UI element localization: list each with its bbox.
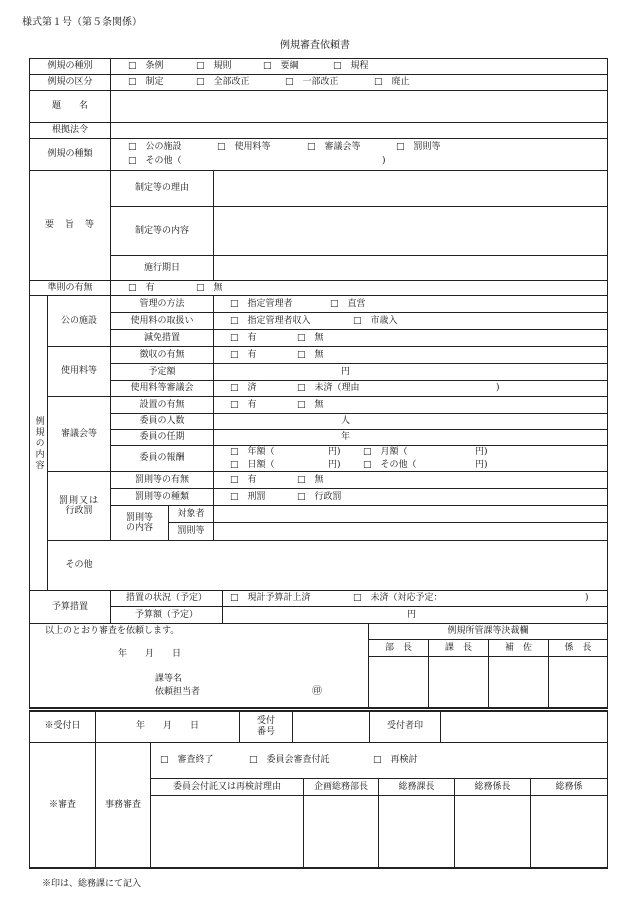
division-label: 例規の区分 <box>47 77 93 88</box>
division-option-enact[interactable]: □ 制定 <box>128 77 164 88</box>
request-date[interactable]: 年 月 日 <box>118 649 182 659</box>
receiver-stamp-label: 受付者印 <box>386 721 423 732</box>
review-opt-finished[interactable]: □ 審査終了 <box>160 754 214 765</box>
reception-date[interactable]: 年 月 日 <box>135 721 199 732</box>
fee-council-close: ) <box>496 383 500 394</box>
pay-monthly[interactable]: □ 月額（ <box>363 446 408 457</box>
basis-field[interactable] <box>111 123 607 138</box>
planned-amount-unit: 円 <box>341 366 351 377</box>
budget-amount-unit: 円 <box>407 609 417 620</box>
fee-council-pending[interactable]: □ 未済（理由 <box>297 383 360 394</box>
kind-option-rule[interactable]: □ 規則 <box>196 61 232 72</box>
standard-yes[interactable]: □ 有 <box>128 282 155 293</box>
penalty-kind-criminal[interactable]: □ 刑罰 <box>230 491 266 502</box>
penalty-label-1: 罰則又は <box>58 495 99 506</box>
other-label: その他 <box>65 560 93 571</box>
fee-handling-label: 使用料の取扱い <box>130 315 194 326</box>
penalty-kind-administrative[interactable]: □ 行政罰 <box>297 491 342 502</box>
term-label: 委員の任期 <box>139 432 185 443</box>
collect-no[interactable]: □ 無 <box>297 349 324 360</box>
basis-label: 根拠法令 <box>51 125 88 136</box>
pay-daily-yen: 円) <box>328 459 341 470</box>
receiver-stamp-field[interactable] <box>441 711 607 742</box>
fee-council-label: 使用料等審議会 <box>130 383 194 394</box>
penalty-exist-no[interactable]: □ 無 <box>297 474 324 485</box>
collect-label: 徴収の有無 <box>139 349 185 360</box>
pay-monthly-yen: 円) <box>475 446 488 457</box>
pay-yearly[interactable]: □ 年額（ <box>230 446 275 457</box>
reception-number-field[interactable] <box>293 711 369 742</box>
subject-field[interactable] <box>111 91 607 122</box>
budget-status-label: 措置の状況（予定） <box>125 593 207 604</box>
planned-amount-label: 予定額 <box>148 366 176 377</box>
footnote: ※印は、総務課にて記入 <box>42 879 142 889</box>
penalty-exist-label: 罰則等の有無 <box>134 474 189 485</box>
reduce-label: 減免措置 <box>143 332 180 343</box>
kind-option-regulation[interactable]: □ 規程 <box>333 61 369 72</box>
section-name-label: 課等名 <box>155 674 183 684</box>
approval-col-assistant: 補 佐 <box>504 642 532 653</box>
review-col-general-manager: 総務課長 <box>398 781 435 792</box>
penalty-target-label: 対象者 <box>177 508 205 519</box>
pay-other-yen: 円) <box>475 459 488 470</box>
type-option-other[interactable]: □ その他（ <box>128 156 182 167</box>
facility-label: 公の施設 <box>60 315 97 326</box>
summary-date-field[interactable] <box>214 256 607 280</box>
review-opt-reconsider[interactable]: □ 再検討 <box>373 754 418 765</box>
pay-yearly-yen: 円) <box>328 446 341 457</box>
term-unit: 年 <box>341 432 351 443</box>
office-review-label: 事務審査 <box>104 799 141 810</box>
standard-label: 準則の有無 <box>47 282 93 293</box>
fee-city-revenue[interactable]: □ 市歳入 <box>353 315 398 326</box>
fee-designated-income[interactable]: □ 指定管理者収入 <box>230 315 311 326</box>
penalty-detail-label-2: の内容 <box>125 523 153 533</box>
mgmt-label: 管理の方法 <box>139 298 185 309</box>
division-option-abolish[interactable]: □ 廃止 <box>374 77 410 88</box>
review-label: ※審査 <box>48 799 76 810</box>
type-option-penalty[interactable]: □ 罰則等 <box>396 142 441 153</box>
kind-option-ordinance[interactable]: □ 条例 <box>128 61 164 72</box>
pay-label: 委員の報酬 <box>139 453 185 464</box>
review-col-planning-director: 企画総務部長 <box>313 781 368 792</box>
pay-other[interactable]: □ その他（ <box>363 459 417 470</box>
reception-number-label-1: 受付 <box>256 716 275 727</box>
budget-amount-label: 予算額（予定） <box>134 609 198 620</box>
request-statement: 以上のとおり審査を依頼します。 <box>45 626 180 636</box>
summary-reason-field[interactable] <box>214 171 607 206</box>
council-label: 審議会等 <box>60 428 97 439</box>
approval-col-director: 部 長 <box>384 642 412 653</box>
pay-daily[interactable]: □ 日額（ <box>230 459 275 470</box>
review-opt-committee[interactable]: □ 委員会審査付託 <box>249 754 330 765</box>
penalty-penalty-field[interactable] <box>214 523 607 540</box>
type-option-council[interactable]: □ 審議会等 <box>307 142 361 153</box>
penalty-label-2: 行政罰 <box>65 506 93 516</box>
penalty-detail-label-1: 罰則等 <box>125 512 153 523</box>
penalty-target-field[interactable] <box>214 506 607 522</box>
form-number: 様式第１号（第５条関係） <box>22 17 142 28</box>
review-col-general-chief: 総務係長 <box>474 781 511 792</box>
members-label: 委員の人数 <box>139 416 185 427</box>
reception-number-label-2: 番号 <box>256 726 275 737</box>
budget-status-pending[interactable]: □ 未済（対応予定： <box>353 593 443 604</box>
summary-content-field[interactable] <box>214 207 607 255</box>
standard-no[interactable]: □ 無 <box>196 282 223 293</box>
collect-yes[interactable]: □ 有 <box>230 349 257 360</box>
approval-col-chief: 係 長 <box>564 642 592 653</box>
type-option-fees[interactable]: □ 使用料等 <box>217 142 271 153</box>
content-label: 例規の内容 <box>33 415 44 471</box>
requester-label: 依頼担当者 <box>155 687 201 697</box>
seal-mark: ㊞ <box>312 686 322 697</box>
budget-label: 予算措置 <box>51 601 88 612</box>
review-reason-field[interactable] <box>151 796 303 867</box>
reduce-yes[interactable]: □ 有 <box>230 332 257 343</box>
penalty-exist-yes[interactable]: □ 有 <box>230 474 257 485</box>
reception-label: ※受付日 <box>44 721 81 732</box>
approval-title: 例規所管課等決裁欄 <box>447 626 529 637</box>
review-col-general-staff: 総務係 <box>555 781 583 792</box>
type-other-close: ) <box>382 156 386 167</box>
setup-no[interactable]: □ 無 <box>297 399 324 410</box>
type-label: 例規の種類 <box>47 149 93 160</box>
subject-label: 題 名 <box>51 101 88 112</box>
approval-col-manager: 課 長 <box>444 642 472 653</box>
fees-label: 使用料等 <box>60 366 97 377</box>
penalty-kind-label: 罰則等の種類 <box>134 491 189 502</box>
summary-reason-label: 制定等の理由 <box>134 183 189 194</box>
kind-option-guideline[interactable]: □ 要綱 <box>263 61 299 72</box>
mgmt-designated[interactable]: □ 指定管理者 <box>230 298 293 309</box>
division-option-partial-revision[interactable]: □ 一部改正 <box>285 77 339 88</box>
budget-status-close: ) <box>585 593 589 604</box>
summary-date-label: 施行期日 <box>143 262 180 273</box>
other-field[interactable] <box>111 541 607 590</box>
kind-label: 例規の種別 <box>47 61 93 72</box>
budget-status-included[interactable]: □ 現計予算計上済 <box>230 593 311 604</box>
fee-council-done[interactable]: □ 済 <box>230 383 257 394</box>
type-option-facility[interactable]: □ 公の施設 <box>128 142 182 153</box>
division-option-full-revision[interactable]: □ 全部改正 <box>196 77 250 88</box>
setup-label: 設置の有無 <box>139 399 185 410</box>
form-title: 例規審査依頼書 <box>280 40 350 51</box>
mgmt-direct[interactable]: □ 直営 <box>330 298 366 309</box>
summary-content-label: 制定等の内容 <box>134 225 189 236</box>
setup-yes[interactable]: □ 有 <box>230 399 257 410</box>
review-reason-label: 委員会付託又は再検討理由 <box>172 781 281 792</box>
reduce-no[interactable]: □ 無 <box>297 332 324 343</box>
summary-label: 要 旨 等 <box>44 220 95 231</box>
penalty-penalty-label: 罰則等 <box>177 526 205 537</box>
members-unit: 人 <box>341 416 351 427</box>
